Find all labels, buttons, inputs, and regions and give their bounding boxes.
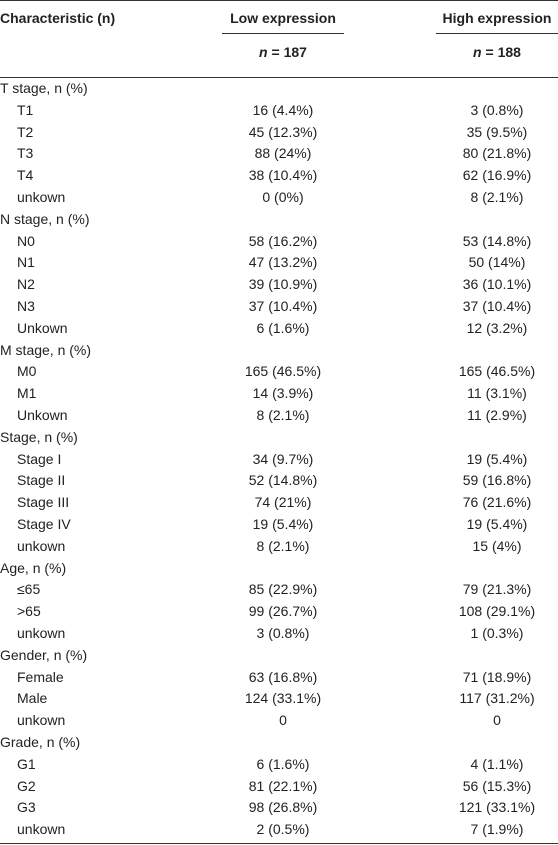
table-row bbox=[0, 165, 558, 187]
header-n-high bbox=[436, 44, 558, 60]
high-expression-cell: 71 (18.9%) bbox=[462, 668, 532, 685]
low-expression-cell: 3 (0.8%) bbox=[256, 624, 310, 641]
low-expression-cell: 63 (16.8%) bbox=[248, 668, 318, 685]
row-label: >65 bbox=[17, 603, 41, 620]
n-low-value: = 187 bbox=[271, 44, 307, 60]
row-label: T4 bbox=[17, 167, 34, 184]
table-row bbox=[0, 383, 558, 405]
low-expression-cell: 165 (46.5%) bbox=[244, 363, 322, 380]
table-row bbox=[0, 252, 558, 274]
table-row bbox=[0, 122, 558, 144]
low-expression-cell: 45 (12.3%) bbox=[248, 123, 318, 140]
low-expression-cell: 81 (22.1%) bbox=[248, 777, 318, 794]
table-row bbox=[0, 667, 558, 689]
high-expression-cell: 19 (5.4%) bbox=[466, 450, 528, 467]
group-label: Age, n (%) bbox=[0, 559, 67, 576]
low-expression-cell: 124 (33.1%) bbox=[244, 690, 322, 707]
row-label: unkown bbox=[17, 624, 66, 641]
high-expression-cell: 50 (14%) bbox=[468, 254, 526, 271]
high-expression-cell: 1 (0.3%) bbox=[470, 624, 524, 641]
row-label: M1 bbox=[17, 385, 37, 402]
high-expression-cell: 121 (33.1%) bbox=[458, 799, 536, 816]
low-expression-cell: 0 (0%) bbox=[262, 188, 304, 205]
table-bottom-rule bbox=[0, 843, 558, 844]
high-expression-cell: 80 (21.8%) bbox=[462, 145, 532, 162]
high-expression-underline bbox=[436, 33, 558, 34]
row-label: Stage I bbox=[17, 450, 62, 467]
table-row bbox=[0, 754, 558, 776]
low-expression-cell: 74 (21%) bbox=[254, 494, 312, 511]
row-label: G1 bbox=[17, 755, 36, 772]
row-label: N2 bbox=[17, 276, 35, 293]
table-row bbox=[0, 231, 558, 253]
low-expression-cell: 98 (26.8%) bbox=[248, 799, 318, 816]
row-label: G3 bbox=[17, 799, 36, 816]
low-expression-cell: 6 (1.6%) bbox=[256, 319, 310, 336]
row-label: ≤65 bbox=[17, 581, 41, 598]
table-row bbox=[0, 776, 558, 798]
table-row bbox=[0, 688, 558, 710]
table-row bbox=[0, 274, 558, 296]
low-expression-cell: 39 (10.9%) bbox=[248, 276, 318, 293]
high-expression-cell: 15 (4%) bbox=[472, 537, 522, 554]
table-row bbox=[0, 601, 558, 623]
table-row bbox=[0, 449, 558, 471]
low-expression-cell: 38 (10.4%) bbox=[248, 167, 318, 184]
high-expression-cell: 11 (2.9%) bbox=[467, 406, 527, 423]
low-expression-cell: 0 bbox=[279, 712, 287, 729]
table-row bbox=[0, 797, 558, 819]
n-symbol-low: n bbox=[259, 44, 268, 60]
table-row bbox=[0, 187, 558, 209]
table-group-row bbox=[0, 732, 558, 754]
low-expression-cell: 47 (13.2%) bbox=[248, 254, 318, 271]
low-expression-cell: 85 (22.9%) bbox=[248, 581, 318, 598]
low-expression-cell: 8 (2.1%) bbox=[256, 406, 310, 423]
table-group-row bbox=[0, 558, 558, 580]
row-label: T2 bbox=[17, 123, 34, 140]
row-label: Stage II bbox=[17, 472, 66, 489]
low-expression-cell: 14 (3.9%) bbox=[252, 385, 314, 402]
header-low-expression: Low expression bbox=[230, 10, 336, 26]
group-label: N stage, n (%) bbox=[0, 210, 90, 227]
table-row bbox=[0, 579, 558, 601]
high-expression-cell: 0 bbox=[493, 712, 501, 729]
table-group-row bbox=[0, 209, 558, 231]
table-row bbox=[0, 819, 558, 841]
table-group-row bbox=[0, 78, 558, 100]
high-expression-cell: 56 (15.3%) bbox=[462, 777, 532, 794]
row-label: N1 bbox=[17, 254, 35, 271]
header-characteristic: Characteristic (n) bbox=[0, 10, 116, 26]
group-label: Stage, n (%) bbox=[0, 428, 78, 445]
table-row bbox=[0, 470, 558, 492]
high-expression-cell: 35 (9.5%) bbox=[466, 123, 528, 140]
low-expression-cell: 34 (9.7%) bbox=[252, 450, 314, 467]
table-row bbox=[0, 492, 558, 514]
table-row bbox=[0, 710, 558, 732]
row-label: unkown bbox=[17, 188, 66, 205]
row-label: N3 bbox=[17, 297, 35, 314]
low-expression-cell: 19 (5.4%) bbox=[252, 515, 314, 532]
table-body bbox=[0, 78, 558, 841]
low-expression-cell: 58 (16.2%) bbox=[248, 232, 318, 249]
low-expression-cell: 52 (14.8%) bbox=[248, 472, 318, 489]
high-expression-cell: 37 (10.4%) bbox=[462, 297, 532, 314]
table-group-row bbox=[0, 427, 558, 449]
low-expression-cell: 99 (26.7%) bbox=[248, 603, 318, 620]
table-row bbox=[0, 143, 558, 165]
low-expression-cell: 37 (10.4%) bbox=[248, 297, 318, 314]
group-label: T stage, n (%) bbox=[0, 80, 88, 96]
table-row bbox=[0, 405, 558, 427]
group-label: Grade, n (%) bbox=[0, 733, 81, 750]
high-expression-cell: 11 (3.1%) bbox=[467, 385, 527, 402]
row-label: T3 bbox=[17, 145, 34, 162]
high-expression-cell: 12 (3.2%) bbox=[466, 319, 528, 336]
low-expression-cell: 16 (4.4%) bbox=[252, 101, 314, 118]
low-expression-cell: 88 (24%) bbox=[254, 145, 312, 162]
high-expression-cell: 79 (21.3%) bbox=[462, 581, 532, 598]
high-expression-cell: 8 (2.1%) bbox=[470, 188, 524, 205]
row-label: T1 bbox=[17, 101, 34, 118]
row-label: unkown bbox=[17, 537, 66, 554]
high-expression-cell: 3 (0.8%) bbox=[470, 101, 524, 118]
row-label: Unkown bbox=[17, 406, 68, 423]
low-expression-underline bbox=[222, 33, 344, 34]
high-expression-cell: 62 (16.9%) bbox=[462, 167, 532, 184]
high-expression-cell: 36 (10.1%) bbox=[462, 276, 532, 293]
table-group-row bbox=[0, 340, 558, 362]
row-label: Stage III bbox=[17, 494, 70, 511]
high-expression-cell: 7 (1.9%) bbox=[470, 821, 524, 838]
n-high-value: = 188 bbox=[485, 44, 521, 60]
table-row bbox=[0, 536, 558, 558]
header-n-low bbox=[222, 44, 344, 60]
row-label: M0 bbox=[17, 363, 37, 380]
group-label: M stage, n (%) bbox=[0, 341, 92, 358]
table-top-rule bbox=[0, 0, 558, 1]
table-group-row bbox=[0, 645, 558, 667]
row-label: Unkown bbox=[17, 319, 68, 336]
group-label: Gender, n (%) bbox=[0, 646, 88, 663]
table-row bbox=[0, 100, 558, 122]
n-symbol-high: n bbox=[473, 44, 482, 60]
low-expression-cell: 8 (2.1%) bbox=[256, 537, 310, 554]
high-expression-cell: 108 (29.1%) bbox=[458, 603, 536, 620]
high-expression-cell: 19 (5.4%) bbox=[466, 515, 528, 532]
high-expression-cell: 117 (31.2%) bbox=[459, 690, 535, 707]
table-row bbox=[0, 296, 558, 318]
row-label: Male bbox=[17, 690, 48, 707]
header-high-expression: High expression bbox=[442, 10, 552, 26]
high-expression-cell: 165 (46.5%) bbox=[458, 363, 536, 380]
row-label: N0 bbox=[17, 232, 35, 249]
low-expression-cell: 2 (0.5%) bbox=[256, 821, 310, 838]
low-expression-cell: 6 (1.6%) bbox=[256, 755, 310, 772]
row-label: Female bbox=[17, 668, 64, 685]
high-expression-cell: 53 (14.8%) bbox=[462, 232, 532, 249]
high-expression-cell: 59 (16.8%) bbox=[462, 472, 532, 489]
row-label: Stage IV bbox=[17, 515, 71, 532]
row-label: unkown bbox=[17, 712, 66, 729]
row-label: G2 bbox=[17, 777, 36, 794]
high-expression-cell: 4 (1.1%) bbox=[470, 755, 524, 772]
high-expression-cell: 76 (21.6%) bbox=[462, 494, 532, 511]
table-row bbox=[0, 361, 558, 383]
table-row bbox=[0, 514, 558, 536]
row-label: unkown bbox=[17, 821, 66, 838]
table-row bbox=[0, 318, 558, 340]
table-row bbox=[0, 623, 558, 645]
